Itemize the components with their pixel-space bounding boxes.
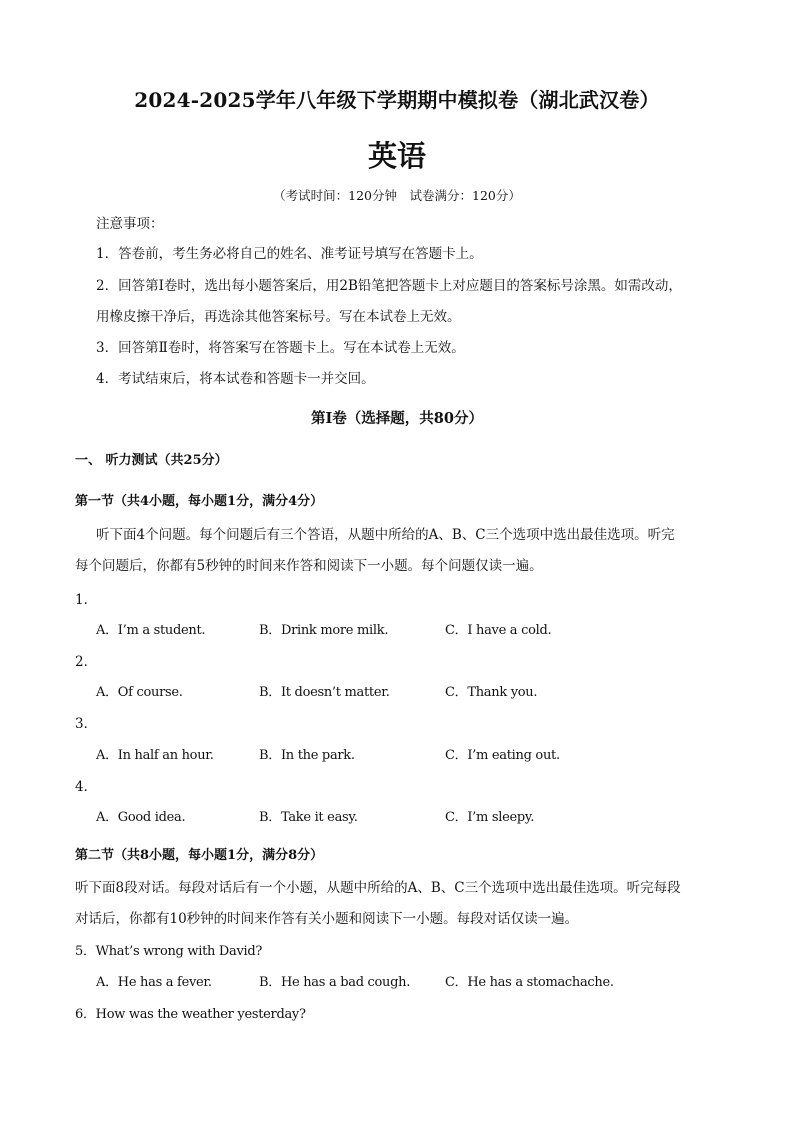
question-3-option-a: A．In half an hour. (96, 748, 214, 763)
question-1-number: 1． (75, 592, 98, 608)
notice-label: 注意事项： (96, 216, 164, 232)
question-3-option-b: B．In the park. (259, 748, 355, 763)
section-one-heading: 第一节（共4小题，每小题1分，满分4分） (75, 494, 324, 509)
question-4-option-c: C．I’m sleepy. (445, 810, 535, 825)
section-two-heading: 第二节（共8小题，每小题1分，满分8分） (75, 848, 324, 863)
section-two-instruction-line-1: 听下面8段对话。每段对话后有一个小题，从题中所给的A、B、C三个选项中选出最佳选项。听完每段 (75, 880, 681, 896)
question-1-option-c: C．I have a cold. (445, 623, 552, 638)
question-5-option-a: A．He has a fever. (96, 975, 212, 990)
notice-item-1: 1．答卷前，考生务必将自己的姓名、准考证号填写在答题卡上。 (96, 246, 483, 262)
section-one-instruction-line-2: 每个问题后，你都有5秒钟的时间来作答和阅读下一小题。每个问题仅读一遍。 (75, 558, 543, 574)
question-5-text: 5．What’s wrong with David? (75, 944, 263, 959)
section-one-instruction-line-1: 听下面4个问题。每个问题后有三个答语，从题中所给的A、B、C三个选项中选出最佳选项。听完 (96, 527, 675, 543)
exam-title: 2024-2025学年八年级下学期期中模拟卷（湖北武汉卷） (134, 88, 660, 112)
subject-title: 英语 (367, 139, 426, 173)
listening-heading: 一、 听力测试（共25分） (75, 453, 228, 468)
question-1-option-a: A．I’m a student. (96, 623, 206, 638)
question-3-option-c: C．I’m eating out. (445, 748, 560, 763)
section-two-instruction-line-2: 对话后，你都有10秒钟的时间来作答有关小题和阅读下一小题。每段对话仅读一遍。 (75, 911, 579, 927)
question-2-option-a: A．Of course. (96, 685, 183, 700)
question-6-text: 6．How was the weather yesterday? (75, 1007, 306, 1022)
question-2-option-b: B．It doesn’t matter. (259, 685, 390, 700)
question-2-option-c: C．Thank you. (445, 685, 538, 700)
question-4-number: 4． (75, 779, 98, 795)
question-2-number: 2． (75, 654, 98, 670)
notice-item-2: 2．回答第Ⅰ卷时，选出每小题答案后，用2B铅笔把答题卡上对应题目的答案标号涂黑。如需改动， (96, 278, 682, 294)
question-4-option-b: B．Take it easy. (259, 810, 358, 825)
notice-item-2-continued: 用橡皮擦干净后，再选涂其他答案标号。写在本试卷上无效。 (96, 309, 461, 325)
notice-item-3: 3．回答第Ⅱ卷时，将答案写在答题卡上。写在本试卷上无效。 (96, 340, 465, 356)
part-one-title: 第Ⅰ卷（选择题，共80分） (311, 410, 483, 427)
question-3-number: 3． (75, 716, 98, 732)
question-5-option-c: C．He has a stomachache. (445, 975, 614, 990)
notice-item-4: 4．考试结束后，将本试卷和答题卡一并交回。 (96, 371, 375, 387)
question-5-option-b: B．He has a bad cough. (259, 975, 411, 990)
question-1-option-b: B．Drink more milk. (259, 623, 389, 638)
exam-info: （考试时间：120分钟 试卷满分：120分） (273, 188, 521, 203)
question-4-option-a: A．Good idea. (96, 810, 186, 825)
